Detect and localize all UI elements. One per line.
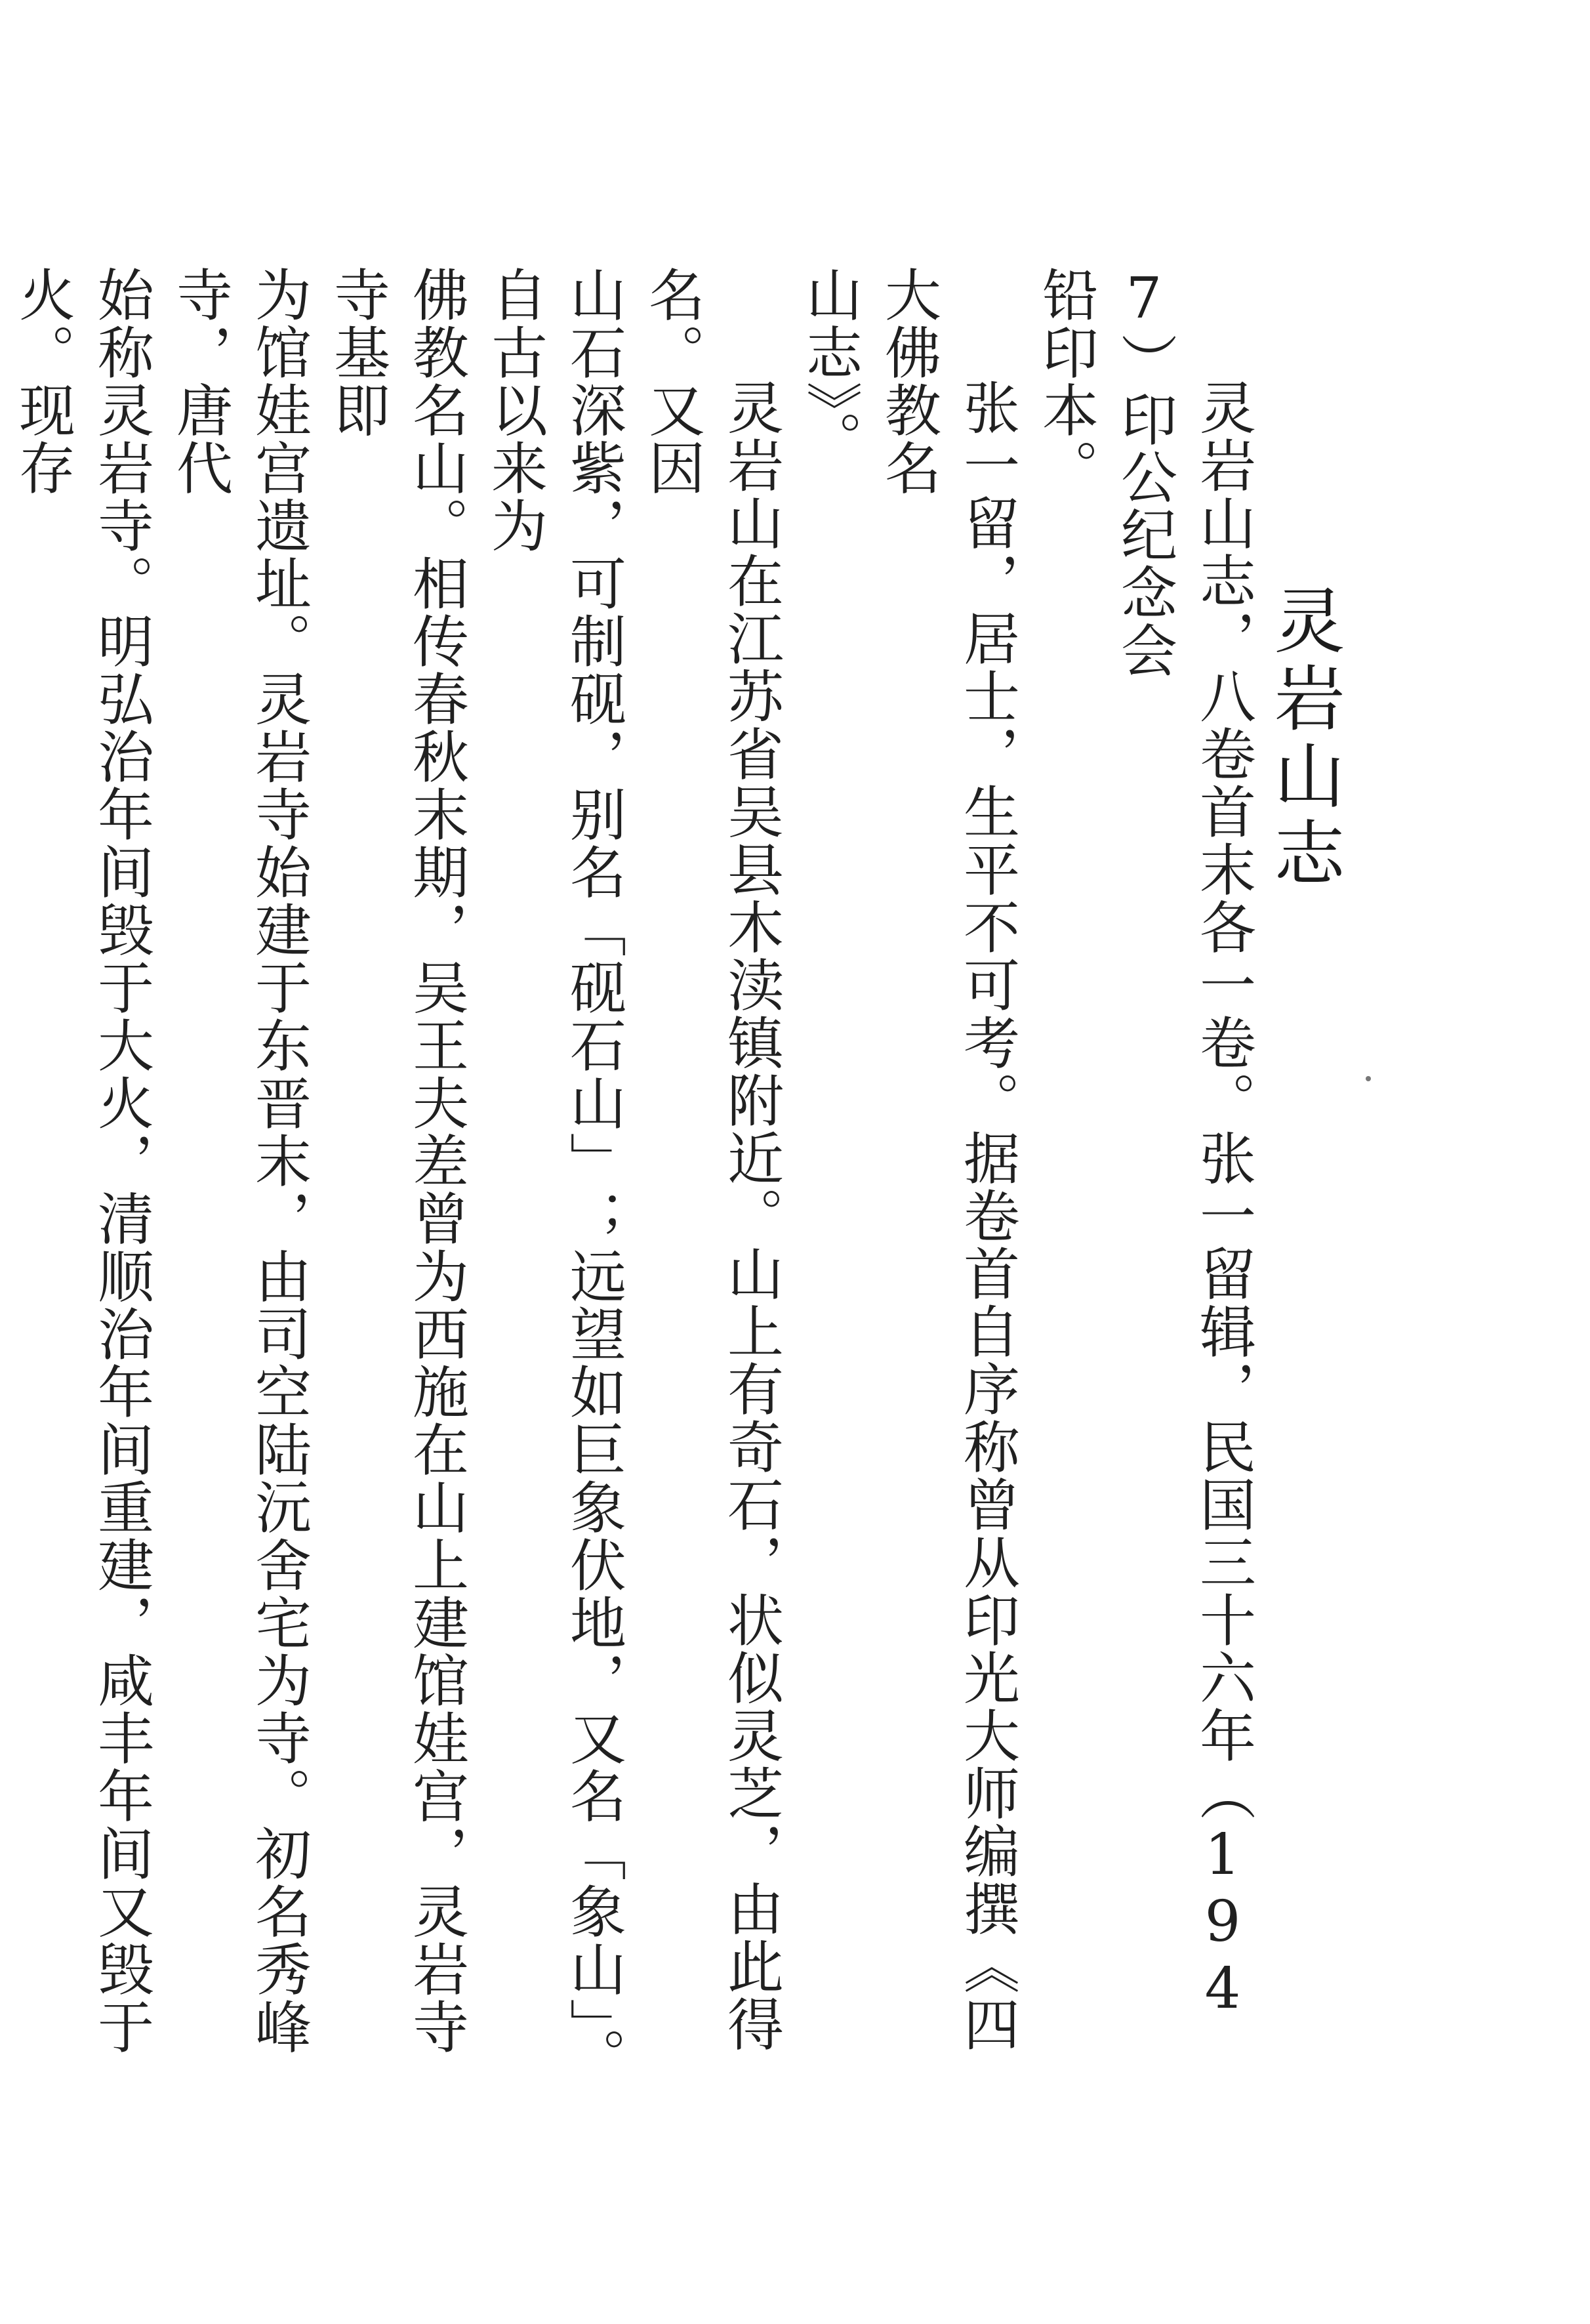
page-title: 灵岩山志 xyxy=(1262,584,1344,894)
text-column: 佛教名山。相传春秋末期，吴王夫差曾为西施在山上建馆娃宫，灵岩寺寺基即 xyxy=(324,266,468,2056)
text-column: 灵岩山在江苏省吴县木渎镇附近。山上有奇石，状似灵芝，由此得名。又因 xyxy=(639,266,783,2053)
text-column: 为馆娃宫遗址。灵岩寺始建于东晋末，由司空陆沅舍宅为寺。初名秀峰寺，唐代 xyxy=(167,266,311,2056)
scan-speck xyxy=(1366,1076,1371,1081)
body-text xyxy=(0,266,1347,2103)
text-column: 始称灵岩寺。明弘治年间毁于大火，清顺治年间重建，咸丰年间又毁于火。现存 xyxy=(9,266,153,2056)
text-column: 铅印本。 xyxy=(1032,266,1098,497)
text-column: 张一留，居士，生平不可考。据卷首自序称曾从印光大师编撰《四大佛教名 xyxy=(875,266,1019,2053)
text-column xyxy=(0,266,3,2103)
text-column: 灵岩山志，八卷首末各一卷。张一留辑，民国三十六年（1947）印公纪念会 xyxy=(1111,266,1255,2023)
text-column: 山志》。 xyxy=(796,266,862,468)
text-column: 山石深紫，可制砚，别名「砚石山」；远望如巨象伏地，又名「象山」。自古以来为 xyxy=(481,266,626,2085)
